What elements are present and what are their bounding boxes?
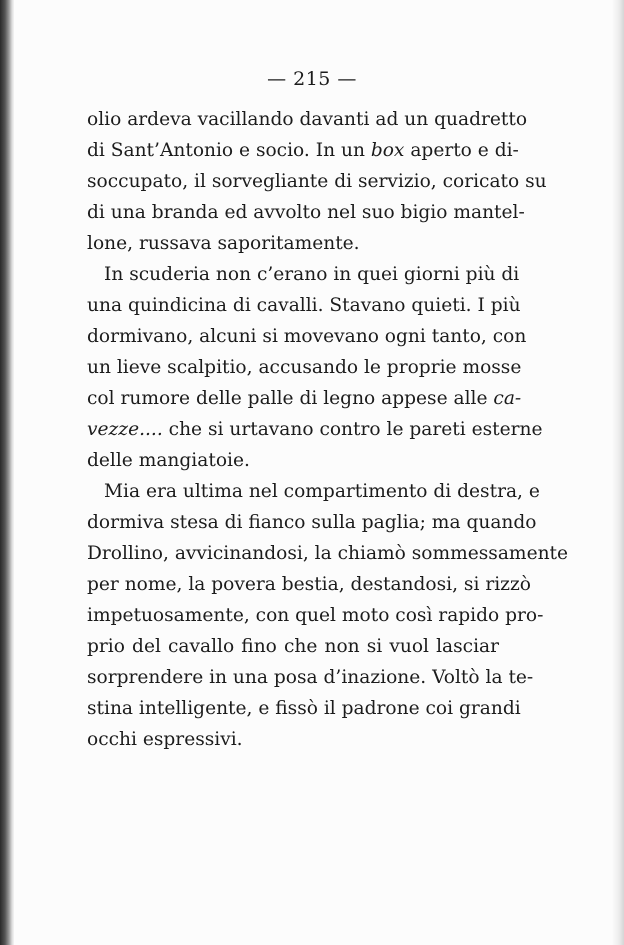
text-run: col rumore delle palle di legno appese alle [87, 388, 494, 409]
page-binding-shadow [0, 0, 14, 945]
text-line: dormiva stesa di fianco sulla paglia; ma quando [87, 512, 537, 533]
text-line: soccupato, il sorvegliante di servizio, coricato su [87, 171, 547, 192]
text-line: stina intelligente, e fissò il padrone coi grandi [87, 698, 521, 719]
text-run: di Sant’Antonio e socio. In un [87, 140, 371, 161]
text-line: olio ardeva vacillando davanti ad un quadretto [87, 109, 528, 130]
text-line: occhi espressivi. [87, 729, 243, 750]
text-line [87, 415, 543, 445]
page-number: — 215 — [267, 68, 357, 90]
text-line: Mia era ultima nel compartimento di destra, e [104, 481, 540, 502]
text-line: una quindicina di cavalli. Stavano quieti. I più [87, 295, 521, 316]
italic-word: vezze.... [87, 419, 163, 440]
text-line [87, 384, 522, 414]
text-run: che si urtavano contro le pareti esterne [162, 419, 543, 440]
text-line: delle mangiatoie. [87, 450, 250, 471]
text-line: un lieve scalpitio, accusando le proprie mosse [87, 357, 522, 378]
text-line: dormivano, alcuni si movevano ogni tanto, con [87, 326, 527, 347]
italic-word: ca- [493, 388, 522, 409]
text-line: prio del cavallo fino che non si vuol lasciar [87, 636, 499, 657]
text-line [87, 136, 519, 166]
text-line: sorprendere in una posa d’inazione. Voltò la te- [87, 667, 534, 688]
page-edge-shadow [612, 0, 624, 945]
text-line: di una branda ed avvolto nel suo bigio mantel- [87, 202, 525, 223]
italic-word: box [370, 140, 405, 161]
text-line: per nome, la povera bestia, destandosi, si rizzò [87, 574, 531, 595]
text-line: Drollino, avvicinandosi, la chiamò sommessamente [87, 543, 569, 564]
text-run: aperto e di- [404, 140, 519, 161]
text-line: lone, russava saporitamente. [87, 233, 360, 254]
text-line: impetuosamente, con quel moto così rapido pro- [87, 605, 544, 626]
text-line: In scuderia non c’erano in quei giorni più di [104, 264, 520, 285]
